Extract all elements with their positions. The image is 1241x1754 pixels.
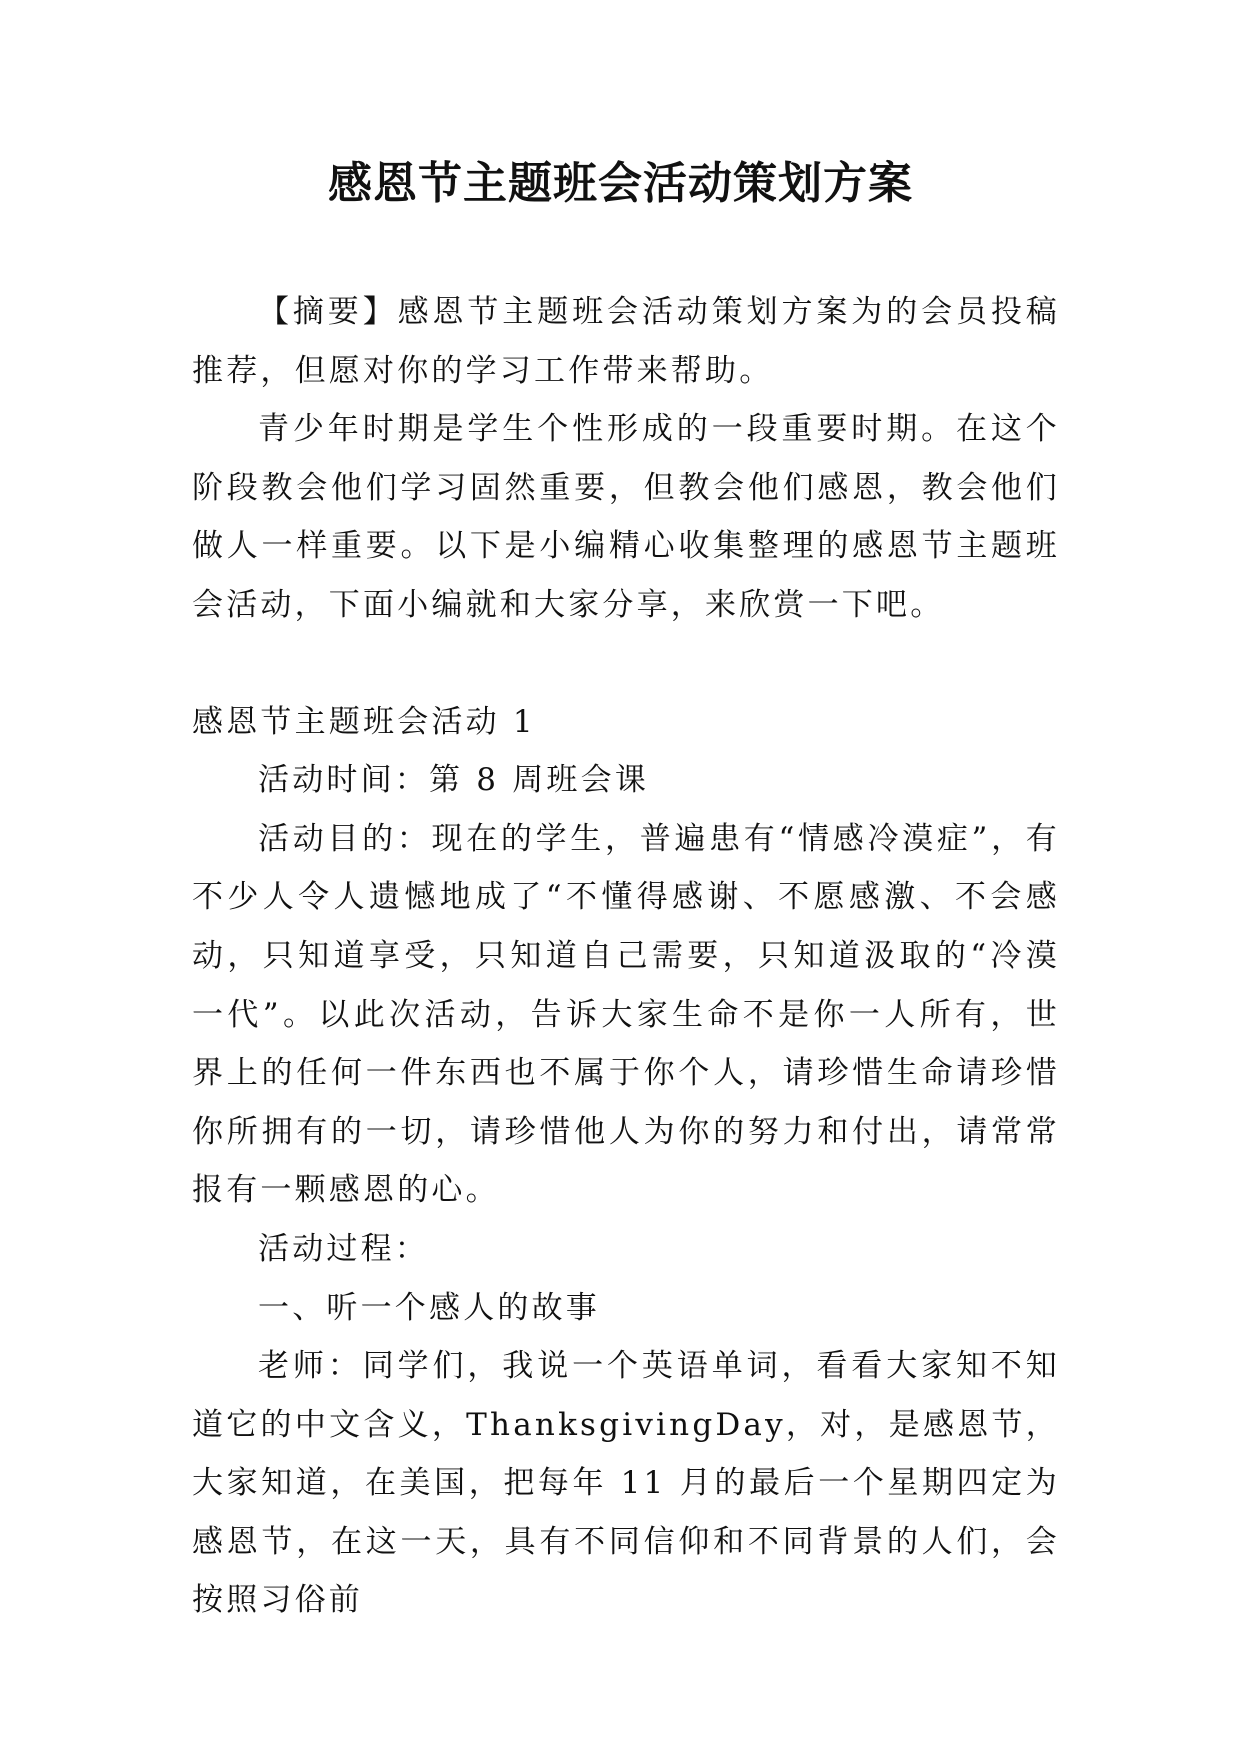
document-body: [192, 283, 1060, 1630]
activity-purpose-paragraph: 活动目的：现在的学生，普遍患有“情感冷漠症”，有不少人令人遗憾地成了“不懂得感谢、不愿感激、不会感动，只知道享受，只知道自己需要，只知道汲取的“冷漠一代”。以此次活动，告诉大家生命不是你一人所有，世界上的任何一件东西也不属于你个人，请珍惜生命请珍惜你所拥有的一切，请珍惜他人为你的努力和付出，请常常报有一颗感恩的心。: [192, 820, 1060, 1209]
activity-process-label: 活动过程：: [258, 1230, 429, 1267]
section-heading: 感恩节主题班会活动 1: [192, 703, 536, 740]
activity-time-paragraph: 活动时间：第 8 周班会课: [258, 762, 650, 799]
abstract-paragraph: 【摘要】感恩节主题班会活动策划方案为的会员投稿推荐，但愿对你的学习工作带来帮助。: [192, 294, 1060, 389]
intro-paragraph: 青少年时期是学生个性形成的一段重要时期。在这个阶段教会他们学习固然重要，但教会他们感恩，教会他们做人一样重要。以下是小编精心收集整理的感恩节主题班会活动，下面小编就和大家分享，来欣赏一下吧。: [192, 411, 1060, 623]
teacher-paragraph: 老师：同学们，我说一个英语单词，看看大家知不知道它的中文含义，ThanksgivingDay，对，是感恩节，大家知道，在美国，把每年 11 月的最后一个星期四定为感恩节，在这一天，具有不同信仰和不同背景的人们，会按照习俗前: [192, 1348, 1060, 1619]
subsection-heading: 一、听一个感人的故事: [258, 1289, 600, 1326]
document-title: 感恩节主题班会活动策划方案: [328, 158, 913, 209]
